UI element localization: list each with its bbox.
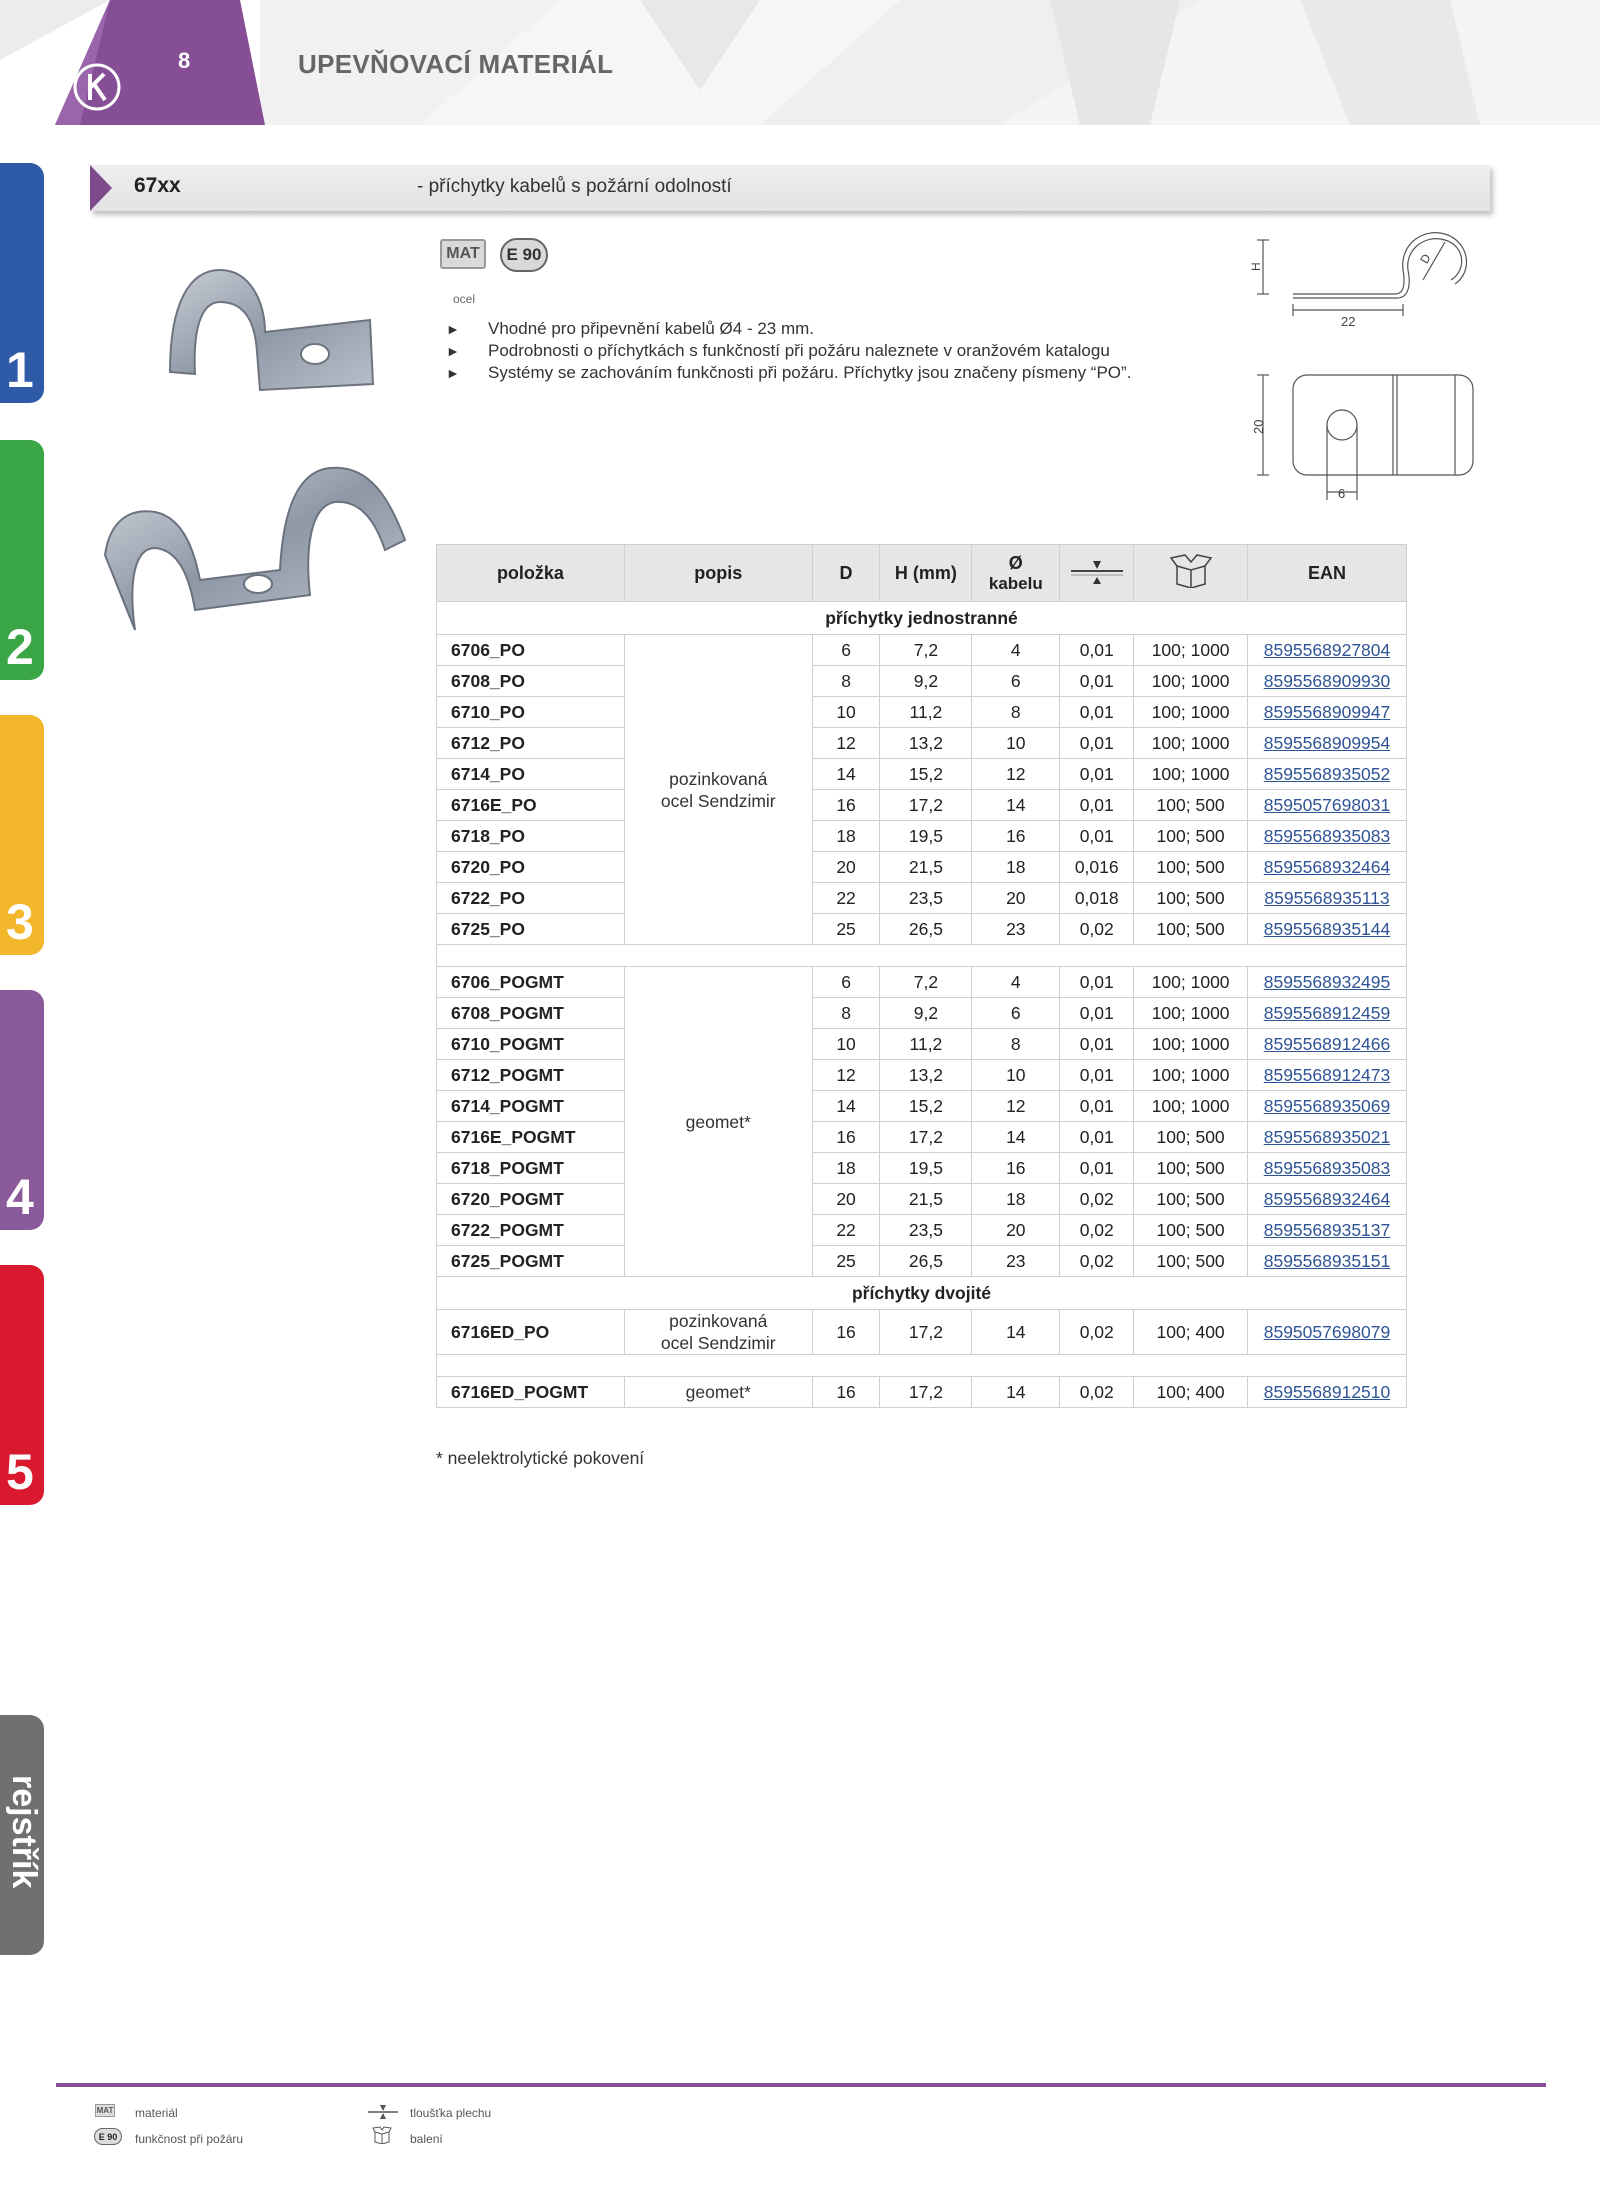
thickness-cell: 0,01 (1060, 790, 1134, 821)
section-marker (90, 165, 112, 211)
ean-cell[interactable] (1248, 914, 1407, 945)
package-cell: 100; 1000 (1134, 697, 1248, 728)
ean-link[interactable]: 8595057698031 (1263, 794, 1391, 815)
feature-list (446, 318, 1131, 384)
spacer-row (437, 1355, 1407, 1377)
cable-diameter-cell: 4 (972, 967, 1060, 998)
table-row (437, 1029, 1407, 1060)
ean-link[interactable]: 8595568935113 (1264, 887, 1390, 908)
d-cell: 10 (812, 1029, 880, 1060)
thickness-cell: 0,01 (1060, 967, 1134, 998)
d-cell: 10 (812, 697, 880, 728)
product-table (436, 544, 1407, 1408)
table-row (437, 635, 1407, 666)
table-row (437, 1310, 1407, 1355)
side-tab-label: 5 (6, 1444, 34, 1500)
thickness-cell: 0,01 (1060, 728, 1134, 759)
item-code-cell: 6716E_PO (437, 790, 625, 821)
package-cell: 100; 1000 (1134, 635, 1248, 666)
page-number: 8 (178, 48, 191, 73)
h-cell: 17,2 (880, 1122, 972, 1153)
legend-package-icon (372, 2126, 392, 2144)
thickness-cell: 0,02 (1060, 914, 1134, 945)
item-code-cell: 6722_POGMT (437, 1215, 625, 1246)
d-cell: 16 (812, 1377, 880, 1408)
cable-diameter-cell: 20 (972, 1215, 1060, 1246)
legend-thickness-icon (368, 2104, 398, 2120)
desc-cell: geomet* (624, 1377, 812, 1408)
item-code-cell: 6706_PO (437, 635, 625, 666)
group-title: příchytky dvojité (437, 1277, 1407, 1310)
h-cell: 26,5 (880, 1246, 972, 1277)
ean-cell[interactable] (1248, 666, 1407, 697)
cable-diameter-cell: 23 (972, 1246, 1060, 1277)
dia-cell: 14 (972, 1377, 1060, 1408)
cable-diameter-cell: 6 (972, 666, 1060, 697)
table-row (437, 666, 1407, 697)
legend-package-label: balení (410, 2132, 443, 2146)
h-cell: 23,5 (880, 883, 972, 914)
ean-cell[interactable] (1248, 883, 1407, 914)
fire-rating-badge: E 90 (500, 238, 548, 272)
group-title-row (437, 1277, 1407, 1310)
d-cell: 18 (812, 821, 880, 852)
section-bar (90, 165, 1490, 211)
package-cell: 100; 1000 (1134, 728, 1248, 759)
ean-link[interactable]: 8595568912466 (1263, 1033, 1391, 1054)
table-row (437, 1122, 1407, 1153)
ean-link[interactable]: 8595568935021 (1263, 1126, 1391, 1147)
table-header-row (437, 545, 1407, 602)
dim-label-h: H (1249, 262, 1263, 271)
h-cell: 21,5 (880, 1184, 972, 1215)
h-cell: 9,2 (880, 666, 972, 697)
package-cell: 100; 500 (1134, 883, 1248, 914)
h-cell: 17,2 (880, 1310, 972, 1355)
h-cell: 11,2 (880, 697, 972, 728)
double-clip-image (100, 460, 410, 640)
t-cell: 0,02 (1060, 1377, 1134, 1408)
col-header-cable-diameter: Ø kabelu (972, 545, 1060, 602)
company-logo (72, 62, 122, 112)
h-cell: 13,2 (880, 728, 972, 759)
d-cell: 16 (812, 1122, 880, 1153)
package-cell: 100; 1000 (1134, 666, 1248, 697)
material-label: ocel (453, 292, 476, 306)
col-header-ean: EAN (1248, 545, 1407, 602)
ean-cell[interactable] (1248, 1215, 1407, 1246)
d-cell: 20 (812, 852, 880, 883)
material-badge: MAT (440, 239, 486, 269)
side-tab-label: 4 (6, 1169, 34, 1225)
ean-link[interactable]: 8595568932495 (1263, 971, 1391, 992)
sheet-thickness-icon (1069, 558, 1125, 584)
cable-diameter-cell: 4 (972, 635, 1060, 666)
thickness-cell: 0,01 (1060, 1122, 1134, 1153)
ean-link[interactable]: 8595568912510 (1263, 1381, 1391, 1402)
side-tab-label: 2 (6, 619, 34, 675)
ean-link[interactable]: 8595568912473 (1263, 1064, 1391, 1085)
side-tab-index-label: rejstřík (5, 1775, 43, 1889)
package-cell: 100; 1000 (1134, 1091, 1248, 1122)
legend-thickness-label: tloušťka plechu (410, 2106, 492, 2120)
item-code-cell: 6720_POGMT (437, 1184, 625, 1215)
thickness-cell: 0,01 (1060, 1060, 1134, 1091)
code-cell: 6716ED_POGMT (437, 1377, 625, 1408)
package-cell: 100; 1000 (1134, 967, 1248, 998)
cable-diameter-cell: 14 (972, 790, 1060, 821)
thickness-cell: 0,01 (1060, 1029, 1134, 1060)
cable-diameter-cell: 23 (972, 914, 1060, 945)
ean-cell[interactable] (1248, 1091, 1407, 1122)
item-code-cell: 6714_PO (437, 759, 625, 790)
ean-cell[interactable] (1248, 967, 1407, 998)
package-cell: 100; 500 (1134, 1122, 1248, 1153)
cable-diameter-cell: 18 (972, 1184, 1060, 1215)
table-row (437, 1377, 1407, 1408)
item-code-cell: 6710_POGMT (437, 1029, 625, 1060)
dim-label-22: 22 (1341, 314, 1356, 329)
dia-cell: 14 (972, 1310, 1060, 1355)
single-clip-image (165, 262, 380, 400)
h-cell: 23,5 (880, 1215, 972, 1246)
legend-fire-label: funkčnost při požáru (135, 2132, 244, 2146)
ean-link[interactable]: 8595568935144 (1263, 918, 1391, 939)
package-cell: 100; 1000 (1134, 1029, 1248, 1060)
footer-divider (56, 2083, 1546, 2087)
cable-diameter-cell: 8 (972, 697, 1060, 728)
thickness-cell: 0,01 (1060, 666, 1134, 697)
table-row (437, 1184, 1407, 1215)
h-cell: 15,2 (880, 1091, 972, 1122)
table-row (437, 914, 1407, 945)
ean-link[interactable]: 8595568935052 (1263, 763, 1391, 784)
feature-item: ► Vhodné pro připevnění kabelů Ø4 - 23 mm. (446, 318, 1131, 340)
thickness-cell: 0,01 (1060, 697, 1134, 728)
table-body (437, 602, 1407, 1408)
cable-diameter-cell: 8 (972, 1029, 1060, 1060)
ean-link[interactable]: 8595568935083 (1263, 1157, 1391, 1178)
h-cell: 19,5 (880, 821, 972, 852)
ean-cell[interactable] (1248, 1153, 1407, 1184)
d-cell: 18 (812, 1153, 880, 1184)
thickness-cell: 0,01 (1060, 635, 1134, 666)
cable-diameter-cell: 14 (972, 1122, 1060, 1153)
package-cell: 100; 500 (1134, 821, 1248, 852)
ean-cell[interactable] (1248, 1029, 1407, 1060)
table-row (437, 697, 1407, 728)
d-cell: 12 (812, 1060, 880, 1091)
side-tab-2[interactable] (0, 440, 44, 680)
cable-diameter-cell: 6 (972, 998, 1060, 1029)
ean-link[interactable]: 8595568935151 (1263, 1250, 1391, 1271)
dim-label-20: 20 (1251, 419, 1266, 434)
header-background (0, 0, 1600, 125)
package-box-icon (1169, 554, 1213, 588)
d-cell: 20 (812, 1184, 880, 1215)
item-code-cell: 6706_POGMT (437, 967, 625, 998)
d-cell: 22 (812, 1215, 880, 1246)
h-cell: 9,2 (880, 998, 972, 1029)
package-cell: 100; 500 (1134, 790, 1248, 821)
pack-cell: 100; 400 (1134, 1377, 1248, 1408)
dim-label-d: D (1417, 251, 1434, 266)
h-cell: 19,5 (880, 1153, 972, 1184)
spacer-row (437, 945, 1407, 967)
table-row (437, 790, 1407, 821)
thickness-cell: 0,01 (1060, 759, 1134, 790)
description-cell: pozinkovaná ocel Sendzimir (624, 635, 812, 945)
ean-link[interactable]: 8595568935083 (1263, 825, 1391, 846)
item-code-cell: 6708_PO (437, 666, 625, 697)
package-cell: 100; 500 (1134, 852, 1248, 883)
ean-link[interactable]: 8595568935137 (1263, 1219, 1391, 1240)
ean-link[interactable]: 8595568935069 (1263, 1095, 1391, 1116)
ean-cell[interactable] (1248, 790, 1407, 821)
d-cell: 6 (812, 635, 880, 666)
ean-link[interactable]: 8595568912459 (1263, 1002, 1391, 1023)
feature-item: ► Podrobnosti o příchytkách s funkčností při požáru naleznete v oranžovém katalogu (446, 340, 1131, 362)
d-cell: 25 (812, 1246, 880, 1277)
col-header-h: H (mm) (880, 545, 972, 602)
pack-cell: 100; 400 (1134, 1310, 1248, 1355)
t-cell: 0,02 (1060, 1310, 1134, 1355)
item-code-cell: 6720_PO (437, 852, 625, 883)
d-cell: 14 (812, 1091, 880, 1122)
group-title-row (437, 602, 1407, 635)
col-header-item: položka (437, 545, 625, 602)
side-view-drawing (1245, 222, 1485, 332)
ean-link[interactable]: 8595568909930 (1263, 670, 1391, 691)
thickness-cell: 0,02 (1060, 1246, 1134, 1277)
top-view-drawing (1245, 370, 1485, 510)
package-cell: 100; 500 (1134, 1246, 1248, 1277)
ean-cell[interactable] (1248, 1246, 1407, 1277)
side-tab-label: 3 (6, 894, 34, 950)
item-code-cell: 6722_PO (437, 883, 625, 914)
cable-diameter-cell: 12 (972, 759, 1060, 790)
ean-cell[interactable] (1248, 1122, 1407, 1153)
item-code-cell: 6712_PO (437, 728, 625, 759)
ean-link[interactable]: 8595568909954 (1263, 732, 1391, 753)
ean-cell[interactable] (1248, 759, 1407, 790)
h-cell: 17,2 (880, 1377, 972, 1408)
table-row (437, 883, 1407, 914)
cable-diameter-cell: 16 (972, 821, 1060, 852)
package-cell: 100; 1000 (1134, 759, 1248, 790)
legend-fire-badge: E 90 (94, 2128, 122, 2145)
table-row (437, 998, 1407, 1029)
ean-link[interactable]: 8595568932464 (1263, 856, 1391, 877)
page-title: UPEVŇOVACÍ MATERIÁL (298, 49, 614, 79)
package-cell: 100; 500 (1134, 1215, 1248, 1246)
item-code-cell: 6712_POGMT (437, 1060, 625, 1091)
ean-link[interactable]: 8595568927804 (1263, 639, 1391, 660)
ean-link[interactable]: 8595568909947 (1263, 701, 1391, 722)
cable-diameter-cell: 12 (972, 1091, 1060, 1122)
ean-cell[interactable] (1248, 998, 1407, 1029)
item-code-cell: 6718_POGMT (437, 1153, 625, 1184)
thickness-cell: 0,02 (1060, 1215, 1134, 1246)
ean-cell[interactable] (1248, 1184, 1407, 1215)
cable-diameter-cell: 16 (972, 1153, 1060, 1184)
footnote: * neelektrolytické pokovení (436, 1448, 645, 1468)
thickness-cell: 0,01 (1060, 821, 1134, 852)
item-code-cell: 6725_PO (437, 914, 625, 945)
thickness-cell: 0,018 (1060, 883, 1134, 914)
h-cell: 7,2 (880, 635, 972, 666)
h-cell: 26,5 (880, 914, 972, 945)
d-cell: 16 (812, 790, 880, 821)
table-row (437, 759, 1407, 790)
h-cell: 17,2 (880, 790, 972, 821)
col-header-d: D (812, 545, 880, 602)
d-cell: 16 (812, 1310, 880, 1355)
ean-cell[interactable] (1248, 1060, 1407, 1091)
h-cell: 13,2 (880, 1060, 972, 1091)
side-tab-label: 1 (6, 342, 34, 398)
item-code-cell: 6708_POGMT (437, 998, 625, 1029)
section-code: 67xx (134, 174, 181, 197)
d-cell: 8 (812, 998, 880, 1029)
section-description: - příchytky kabelů s požární odolností (417, 176, 732, 197)
ean-cell[interactable] (1248, 697, 1407, 728)
table-row (437, 852, 1407, 883)
item-code-cell: 6725_POGMT (437, 1246, 625, 1277)
cable-diameter-cell: 10 (972, 1060, 1060, 1091)
description-cell: geomet* (624, 967, 812, 1277)
side-tab-5[interactable] (0, 1265, 44, 1505)
col-header-thickness (1060, 545, 1134, 602)
package-cell: 100; 500 (1134, 1184, 1248, 1215)
package-cell: 100; 500 (1134, 914, 1248, 945)
item-code-cell: 6714_POGMT (437, 1091, 625, 1122)
ean-link[interactable]: 8595057698079 (1263, 1321, 1391, 1342)
cable-diameter-cell: 10 (972, 728, 1060, 759)
h-cell: 15,2 (880, 759, 972, 790)
side-tab-1[interactable] (0, 163, 44, 403)
col-header-desc: popis (624, 545, 812, 602)
d-cell: 14 (812, 759, 880, 790)
side-tab-index[interactable] (0, 1715, 44, 1955)
thickness-cell: 0,01 (1060, 998, 1134, 1029)
d-cell: 6 (812, 967, 880, 998)
ean-cell[interactable] (1248, 821, 1407, 852)
thickness-cell: 0,016 (1060, 852, 1134, 883)
ean-cell[interactable] (1248, 852, 1407, 883)
cable-diameter-cell: 20 (972, 883, 1060, 914)
cable-diameter-cell: 18 (972, 852, 1060, 883)
h-cell: 21,5 (880, 852, 972, 883)
ean-link[interactable]: 8595568932464 (1263, 1188, 1391, 1209)
ean-cell[interactable] (1248, 635, 1407, 666)
ean-cell[interactable] (1248, 1377, 1407, 1408)
table-row (437, 1246, 1407, 1277)
ean-cell[interactable] (1248, 728, 1407, 759)
item-code-cell: 6716E_POGMT (437, 1122, 625, 1153)
item-code-cell: 6718_PO (437, 821, 625, 852)
col-header-package (1134, 545, 1248, 602)
table-row (437, 1060, 1407, 1091)
h-cell: 7,2 (880, 967, 972, 998)
code-cell: 6716ED_PO (437, 1310, 625, 1355)
d-cell: 8 (812, 666, 880, 697)
table-row (437, 728, 1407, 759)
side-tab-3[interactable] (0, 715, 44, 955)
h-cell: 11,2 (880, 1029, 972, 1060)
page-header (0, 0, 1600, 125)
d-cell: 12 (812, 728, 880, 759)
feature-item-continuation: ► Systémy se zachováním funkčnosti při požáru. Příchytky jsou značeny písmeny “PO”. (446, 362, 1131, 384)
thickness-cell: 0,01 (1060, 1091, 1134, 1122)
item-code-cell: 6710_PO (437, 697, 625, 728)
legend-material-badge: MAT (96, 2106, 114, 2115)
package-cell: 100; 1000 (1134, 998, 1248, 1029)
group-title: příchytky jednostranné (437, 602, 1407, 635)
table-row (437, 821, 1407, 852)
dim-label-6: 6 (1338, 486, 1346, 501)
d-cell: 25 (812, 914, 880, 945)
thickness-cell: 0,01 (1060, 1153, 1134, 1184)
table-row (437, 1091, 1407, 1122)
ean-cell[interactable] (1248, 1310, 1407, 1355)
legend-material-label: materiál (135, 2106, 178, 2120)
package-cell: 100; 1000 (1134, 1060, 1248, 1091)
table-row (437, 1153, 1407, 1184)
desc-cell: pozinkovaná ocel Sendzimir (624, 1310, 812, 1355)
package-cell: 100; 500 (1134, 1153, 1248, 1184)
side-tab-4[interactable] (0, 990, 44, 1230)
table-row (437, 1215, 1407, 1246)
thickness-cell: 0,02 (1060, 1184, 1134, 1215)
d-cell: 22 (812, 883, 880, 914)
table-row (437, 967, 1407, 998)
